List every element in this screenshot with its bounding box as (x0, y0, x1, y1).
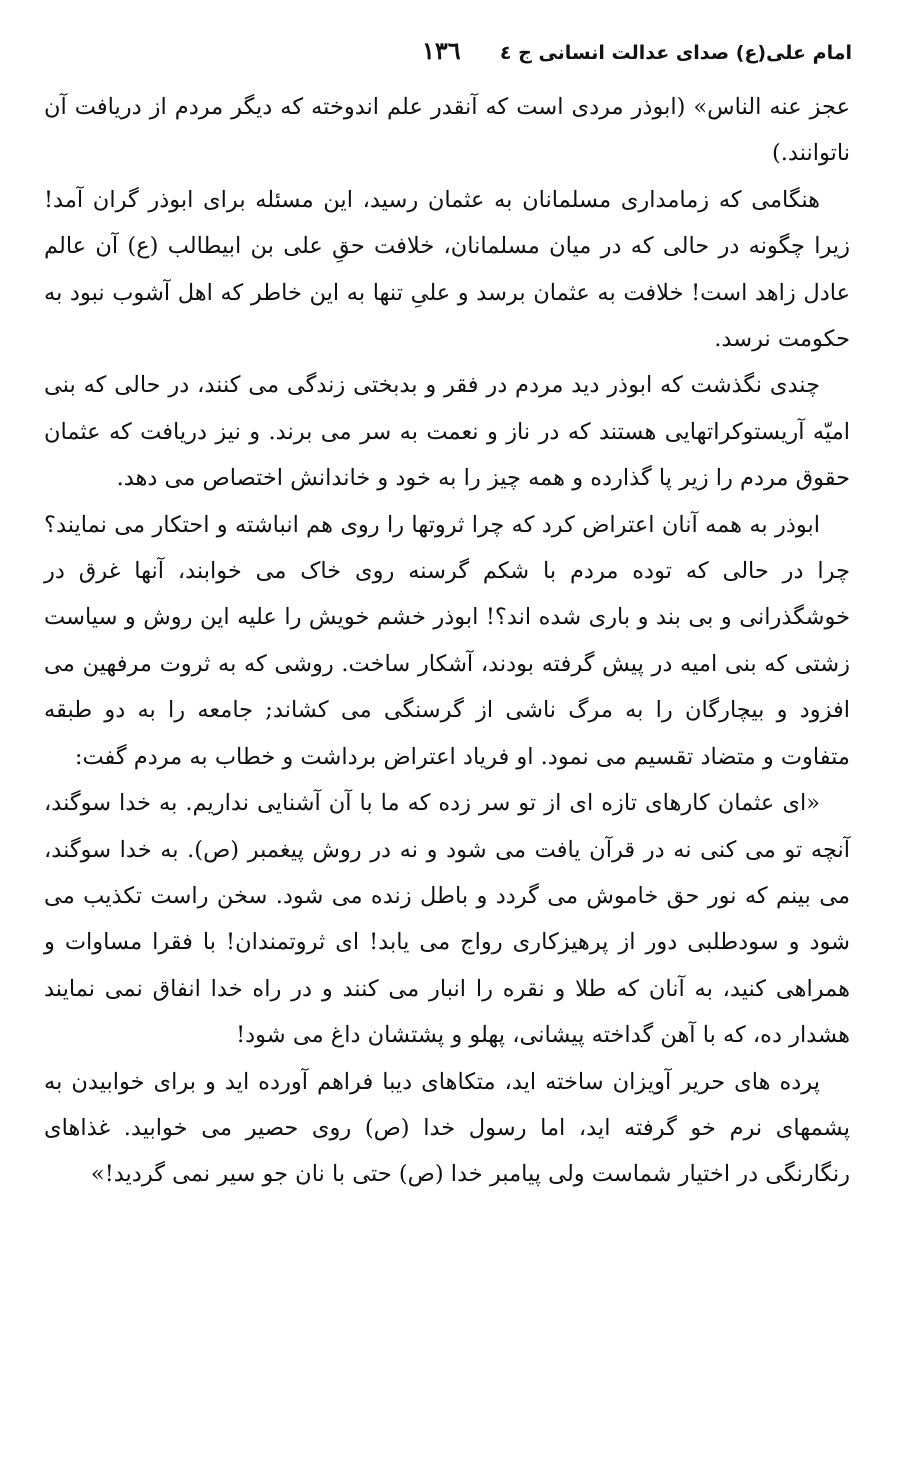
running-title: امام علی(ع) صدای عدالت انسانی ج ٤ (499, 42, 852, 64)
page-number: ١٣٦ (422, 36, 461, 65)
paragraph: هنگامی که زمامداری مسلمانان به عثمان رسید، این مسئله برای ابوذر گران آمد! زیرا چگونه در حالی که در میان مسلمانان، خلافت حقِ علی بن ابیطالب (ع) آن عالم عادل زاهد است! خلافت به عثمان برسد و علیِ تنها به این خاطر که اهل آشوب نبود به حکومت نرسد. (44, 186, 851, 353)
quote-paragraph: «ای عثمان کارهای تازه ای از تو سر زده که ما با آن آشنایی نداریم. به خدا سوگند، آنچه تو می کنی نه در قرآن یافت می شود و نه در روش پیغمبر (ص). به خدا سوگند، می بینم که نور حق خاموش می گردد و باطل زنده می شود. سخن راست تکذیب می شود و سودطلبی دور از پرهیزکاری رواج می یابد! ای ثروتمندان! با فقرا مساوات و همراهی کنید، به آنان که طلا و نقره را انبار می کنند و در راه خدا انفاق نمی نمایند هشدار ده، که با آهن گداخته پیشانی، پهلو و پشتشان داغ می شود! (44, 790, 850, 1049)
paragraph-continued: عجز عنه الناس» (ابوذر مردی است که آنقدر علم اندوخته که دیگر مردم از دریافت آن ناتوانند.) (44, 94, 850, 167)
body-text (44, 84, 850, 1198)
quote-paragraph: پرده های حریر آویزان ساخته اید، متکاهای دیبا فراهم آورده اید و برای خوابیدن به پشمهای نرم خو گرفته اید، اما رسول خدا (ص) روی حصیر می خوابید. غذاهای رنگارنگی در اختیار شماست ولی پیامبر خدا (ص) حتی با نان جو سیر نمی گردید!» (44, 1068, 850, 1188)
page-header (40, 36, 852, 72)
paragraph: ابوذر به همه آنان اعتراض کرد که چرا ثروتها را روی هم انباشته و احتکار می نمایند؟ چرا در حالی که توده مردم با شکم گرسنه روی خاک می خوابند، آنها غرق در خوشگذرانی و بی بند و باری شده اند؟! ابوذر خشم خویش را علیه این روش و سیاست زشتی که بنی امیه در پیش گرفته بودند، آشکار ساخت. روشی که به ثروت مرفهین می افزود و بیچارگان را به مرگ ناشی از گرسنگی می کشاند; جامعه را به دو طبقه متفاوت و متضاد تقسیم می نمود. او فریاد اعتراض برداشت و خطاب به مردم گفت: (44, 511, 850, 770)
paragraph: چندی نگذشت که ابوذر دید مردم در فقر و بدبختی زندگی می کنند، در حالی که بنی امیّه آریستوکراتهایی هستند که در ناز و نعمت به سر می برند. و نیز دریافت که عثمان حقوق مردم را زیر پا گذارده و همه چیز را به خود و خاندانش اختصاص می دهد. (44, 372, 850, 492)
